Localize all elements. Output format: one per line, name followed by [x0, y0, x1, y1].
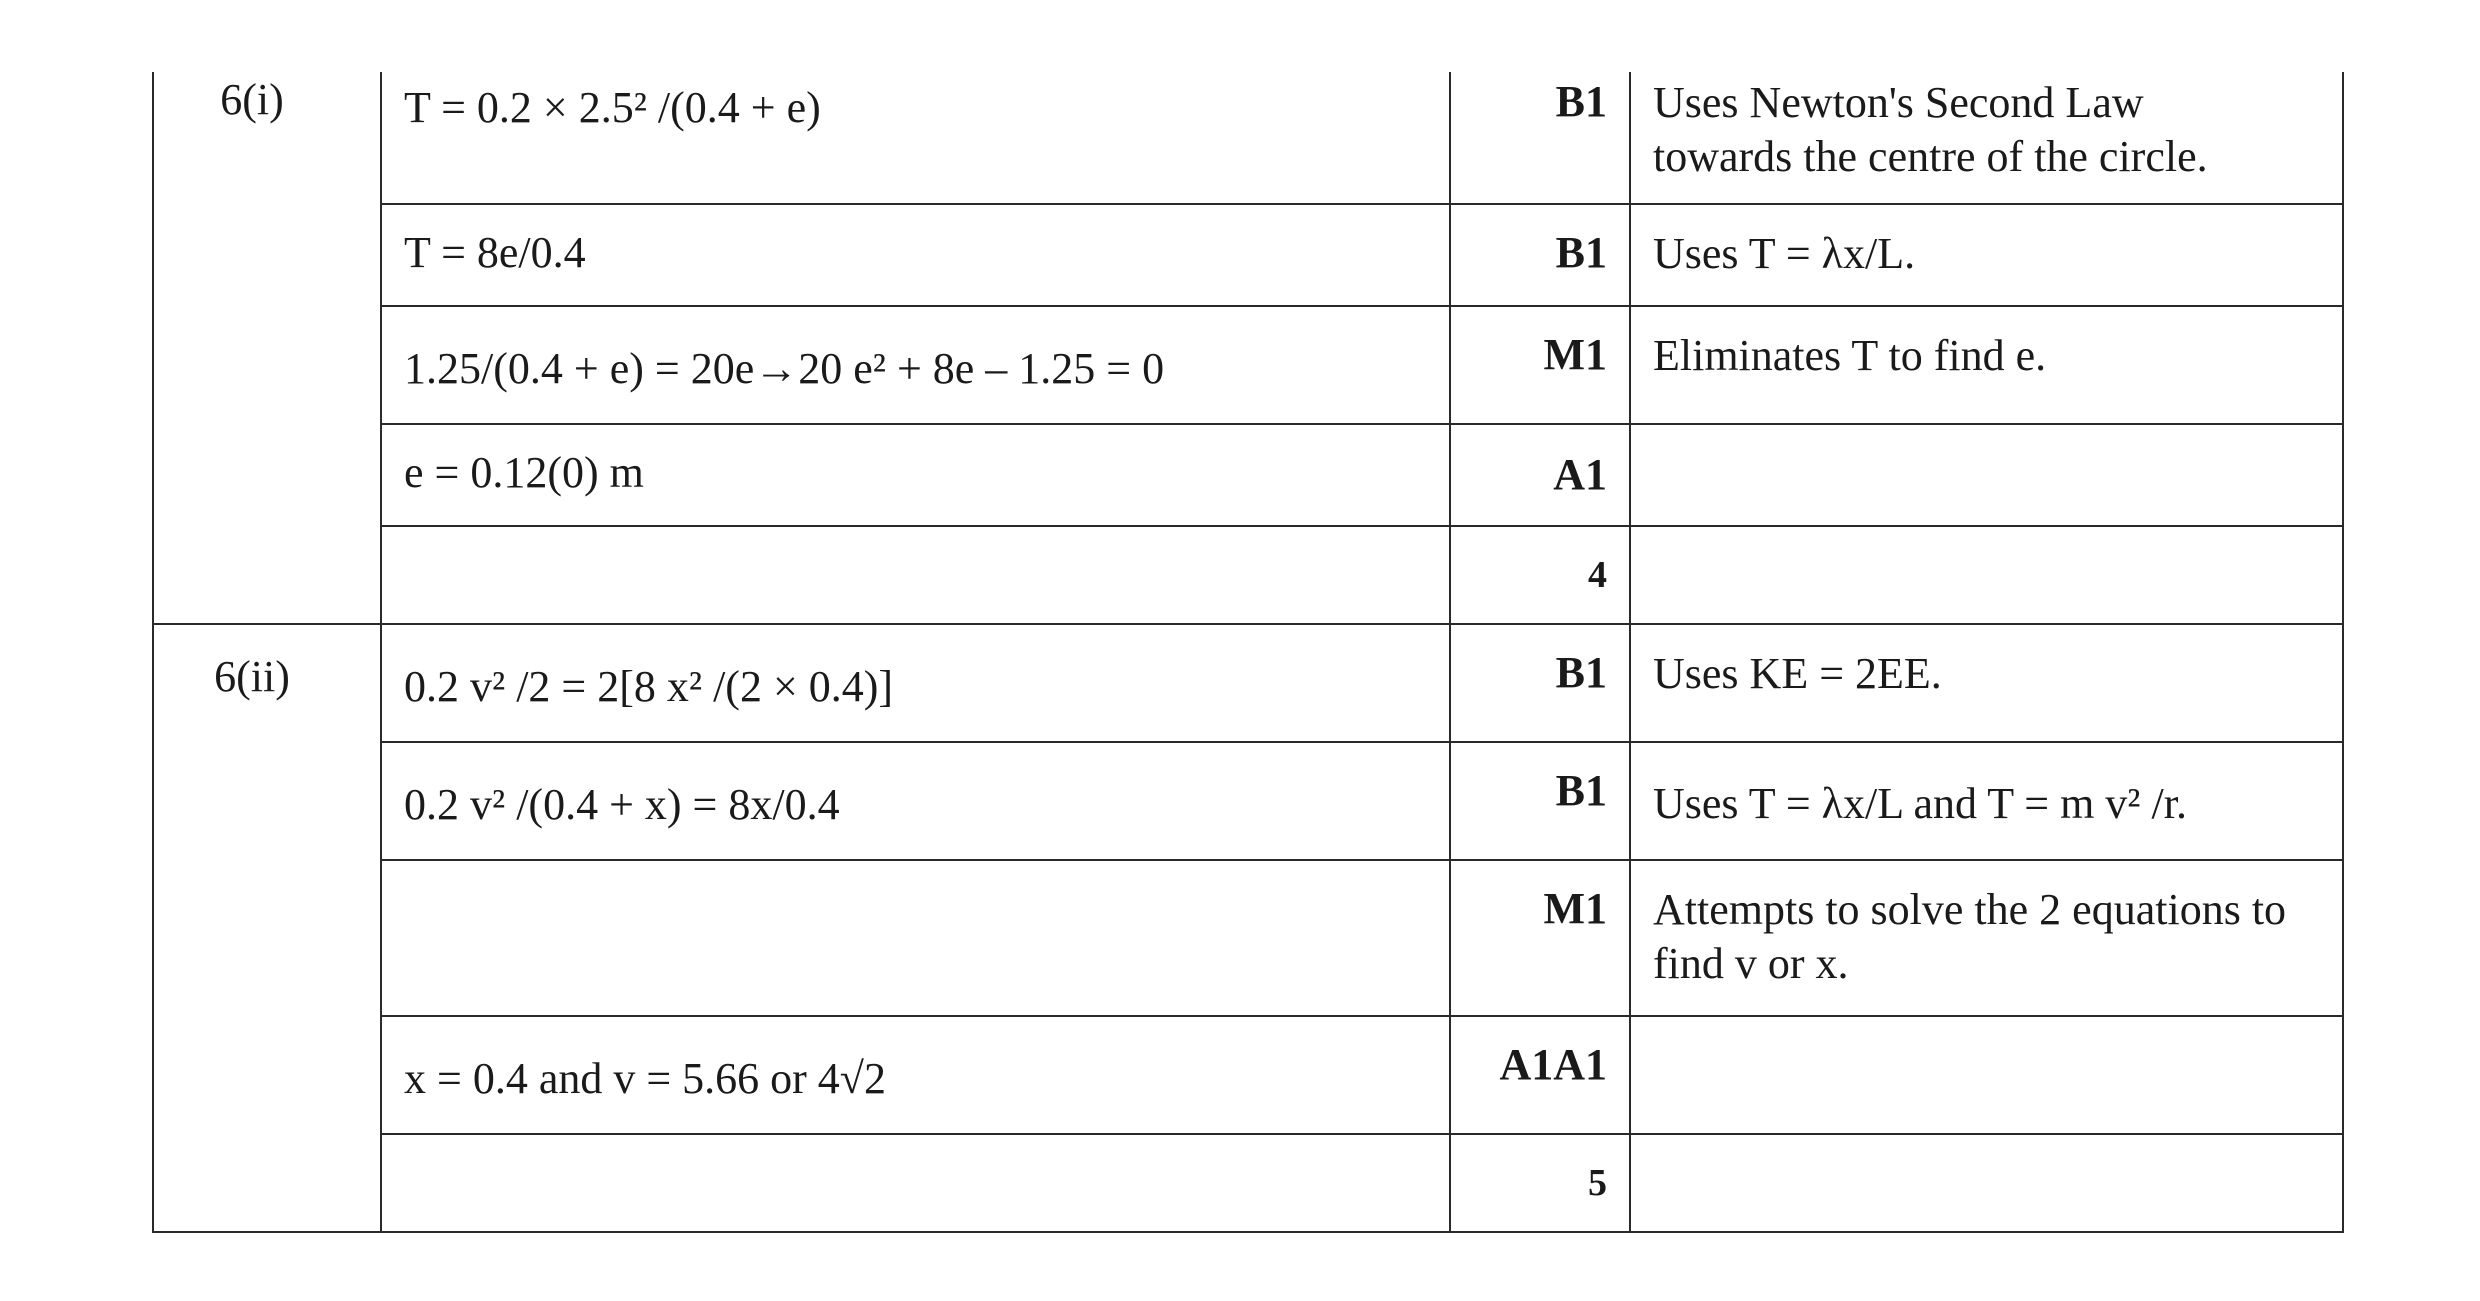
- mark-cell: [1450, 306, 1630, 424]
- guidance-cell: [1630, 742, 2343, 860]
- question-number: 6(i): [220, 75, 284, 124]
- guidance-text: Uses T = λx/L.: [1653, 229, 1916, 278]
- guidance-cell: [1630, 526, 2343, 624]
- answer-text: 1.25/(0.4 + e) = 20e→20 e² + 8e – 1.25 = 0: [404, 344, 1165, 393]
- table-row: [153, 742, 2343, 860]
- total-marks: 5: [1588, 1162, 1607, 1204]
- guidance-cell: [1630, 624, 2343, 742]
- mark-cell: [1450, 204, 1630, 306]
- guidance-text: Uses KE = 2EE.: [1653, 649, 1942, 698]
- mark-code: A1A1: [1499, 1040, 1607, 1089]
- answer-cell: [381, 306, 1450, 424]
- guidance-cell: [1630, 860, 2343, 1016]
- table-row: [153, 624, 2343, 742]
- answer-text: 0.2 v² /(0.4 + x) = 8x/0.4: [404, 780, 840, 829]
- table-row: [153, 1016, 2343, 1134]
- guidance-text: Attempts to solve the 2 equations to: [1653, 885, 2287, 934]
- answer-text: 0.2 v² /2 = 2[8 x² /(2 × 0.4)]: [404, 662, 894, 711]
- question-number-cell: [153, 72, 381, 624]
- guidance-cell: [1630, 424, 2343, 526]
- answer-cell: [381, 526, 1450, 624]
- guidance-cell: [1630, 306, 2343, 424]
- guidance-cell: [1630, 204, 2343, 306]
- table-row: [153, 860, 2343, 1016]
- answer-text: T = 8e/0.4: [404, 228, 586, 277]
- total-marks-cell: [1450, 526, 1630, 624]
- total-marks-cell: [1450, 1134, 1630, 1232]
- question-number: 6(ii): [214, 652, 290, 701]
- answer-cell: [381, 1134, 1450, 1232]
- mark-scheme-table: [152, 72, 2344, 1233]
- table-row: [153, 424, 2343, 526]
- mark-code: A1: [1553, 450, 1607, 499]
- guidance-text: find v or x.: [1653, 939, 1849, 988]
- answer-text: e = 0.12(0) m: [404, 448, 644, 497]
- mark-cell: [1450, 860, 1630, 1016]
- mark-code: B1: [1555, 766, 1607, 815]
- guidance-text: Uses T = λx/L and T = m v² /r.: [1653, 779, 2187, 828]
- guidance-text: Eliminates T to find e.: [1653, 331, 2047, 380]
- table-row: [153, 204, 2343, 306]
- table-row: [153, 306, 2343, 424]
- answer-cell: [381, 860, 1450, 1016]
- mark-code: M1: [1543, 884, 1607, 933]
- mark-cell: [1450, 1016, 1630, 1134]
- guidance-cell: [1630, 72, 2343, 204]
- mark-code: M1: [1543, 330, 1607, 379]
- mark-code: B1: [1555, 228, 1607, 277]
- answer-text: T = 0.2 × 2.5² /(0.4 + e): [404, 83, 821, 132]
- table-row: [153, 72, 2343, 204]
- mark-scheme-sheet: [152, 72, 2342, 1233]
- guidance-text: Uses Newton's Second Law: [1653, 78, 2144, 127]
- question-number-cell: [153, 624, 381, 1232]
- answer-cell: [381, 624, 1450, 742]
- guidance-cell: [1630, 1134, 2343, 1232]
- answer-text: x = 0.4 and v = 5.66 or 4√2: [404, 1054, 886, 1103]
- table-row: [153, 526, 2343, 624]
- mark-code: B1: [1555, 648, 1607, 697]
- guidance-text: towards the centre of the circle.: [1653, 132, 2208, 181]
- answer-cell: [381, 204, 1450, 306]
- mark-cell: [1450, 742, 1630, 860]
- answer-cell: [381, 742, 1450, 860]
- answer-cell: [381, 1016, 1450, 1134]
- mark-cell: [1450, 624, 1630, 742]
- mark-cell: [1450, 424, 1630, 526]
- answer-cell: [381, 424, 1450, 526]
- total-marks: 4: [1588, 554, 1607, 596]
- mark-code: B1: [1555, 77, 1607, 126]
- mark-cell: [1450, 72, 1630, 204]
- answer-cell: [381, 72, 1450, 204]
- guidance-cell: [1630, 1016, 2343, 1134]
- table-row: [153, 1134, 2343, 1232]
